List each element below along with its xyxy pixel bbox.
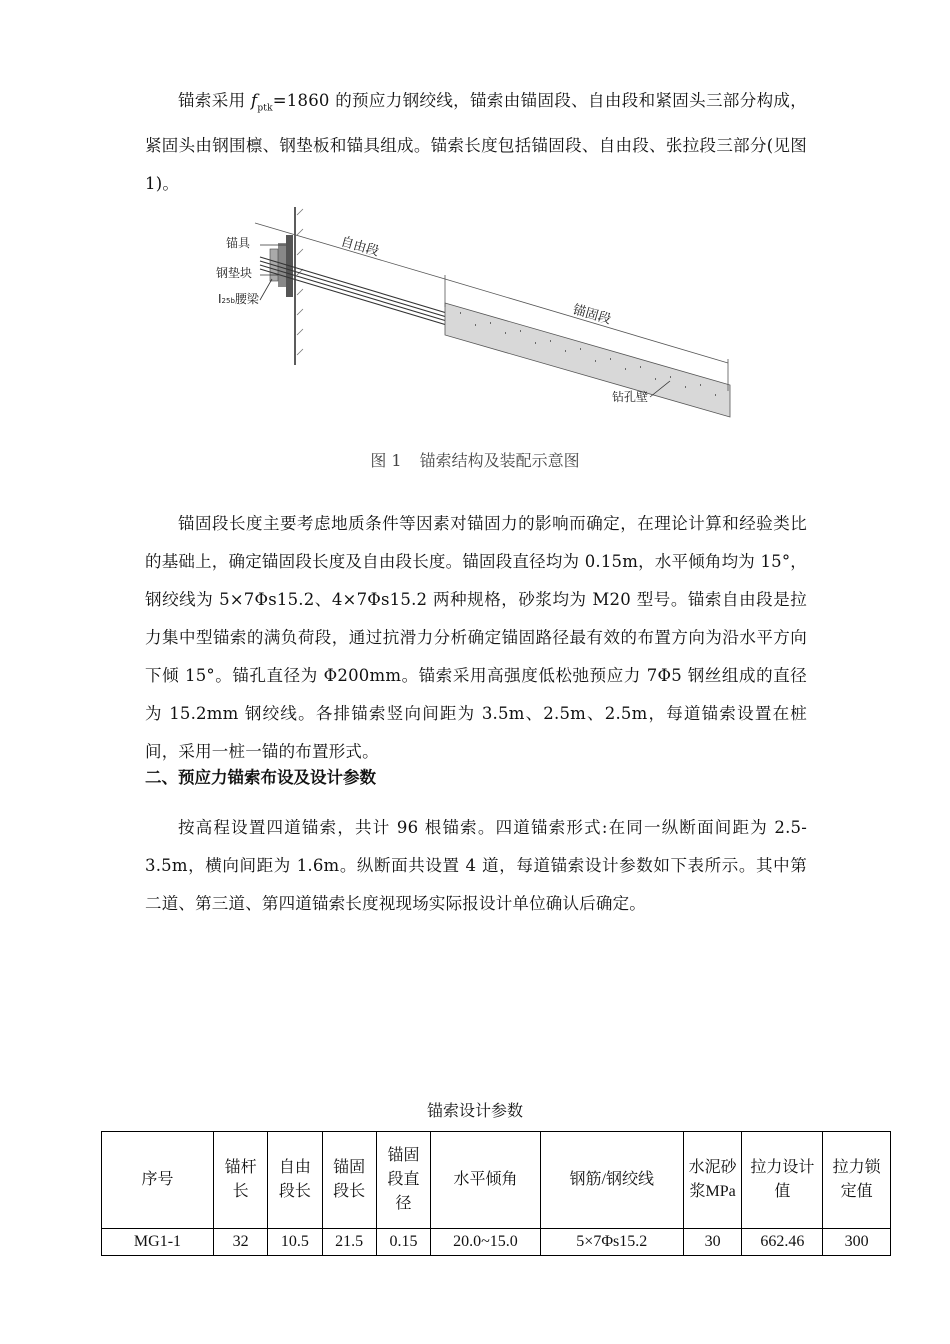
col-header: 水泥砂浆MPa — [683, 1132, 742, 1229]
col-header: 拉力设计值 — [742, 1132, 823, 1229]
section-heading: 二、预应力锚索布设及设计参数 — [145, 768, 376, 787]
table-cell: 300 — [823, 1229, 891, 1256]
f-symbol: f — [251, 91, 258, 110]
col-header: 拉力锁定值 — [823, 1132, 891, 1229]
table-cell: MG1-1 — [102, 1229, 214, 1256]
table-cell: 662.46 — [742, 1229, 823, 1256]
table-cell: 21.5 — [322, 1229, 376, 1256]
table-cell: 32 — [213, 1229, 267, 1256]
anchor-diagram — [200, 195, 760, 435]
label-borehole: 钻孔壁 — [612, 390, 649, 404]
table-header-row — [102, 1132, 891, 1229]
layout-paragraph: 按高程设置四道锚索，共计 96 根锚索。四道锚索形式:在同一纵断面间距为 2.5-3.5m，横向间距为 1.6m。纵断面共设置 4 道，每道锚索设计参数如下表所示。其中第二道、第三道、第四道锚索长度视现场实际报设计单位确认后确定。 — [145, 818, 807, 913]
col-header: 钢筋/钢绞线 — [540, 1132, 683, 1229]
col-header: 锚杆长 — [213, 1132, 267, 1229]
label-fixed-segment: 锚固段 — [570, 302, 613, 328]
col-header: 锚固段长 — [322, 1132, 376, 1229]
table-cell: 30 — [683, 1229, 742, 1256]
table-cell: 10.5 — [268, 1229, 322, 1256]
label-waler: I25b腰梁 — [218, 292, 259, 306]
col-header: 序号 — [102, 1132, 214, 1229]
label-free-segment: 自由段 — [338, 234, 381, 260]
table-cell: 20.0~15.0 — [431, 1229, 541, 1256]
table-row — [102, 1229, 891, 1256]
table-title: 锚索设计参数 — [426, 1101, 523, 1120]
intro-paragraph: 锚索采用 $f_{ptk}=1860$ 的预应力钢绞线，锚索由锚固段、自由段和紧固头三部分构成，紧固头由钢围檩、钢垫板和锚具组成。锚索长度包括锚固段、自由段、张拉段三部分(见图 1)。 — [145, 91, 807, 194]
table-cell: 5×7Φs15.2 — [540, 1229, 683, 1256]
ptk-subscript: ptk — [257, 103, 273, 114]
design-paragraph: 锚固段长度主要考虑地质条件等因素对锚固力的影响而确定，在理论计算和经验类比的基础上，确定锚固段长度及自由段长度。锚固段直径均为 0.15m，水平倾角均为 15°，钢绞线为 5×7Φs15.2、4×7Φs15.2 两种规格，砂浆均为 M20 型号。锚索自由段是拉力集中型锚索的满负荷段，通过抗滑力分析确定锚固路径最有效的布置方向为沿水平方向下倾 15°。锚孔直径为 Φ200mm。锚索采用高强度低松弛预应力 7Φ5 钢丝组成的直径为 15.2mm 钢绞线。各排锚索竖向间距为 3.5m、2.5m、2.5m，每道锚索设置在桩间，采用一桩一锚的布置形式。 — [145, 514, 807, 761]
col-header: 自由段长 — [268, 1132, 322, 1229]
figure-caption: 图 1 锚索结构及装配示意图 — [370, 451, 580, 470]
leader-line — [260, 279, 272, 300]
col-header: 锚固段直径 — [376, 1132, 430, 1229]
design-parameter-table — [101, 1131, 891, 1256]
table-cell: 0.15 — [376, 1229, 430, 1256]
label-steel-plate: 钢垫块 — [216, 266, 253, 280]
col-header: 水平倾角 — [431, 1132, 541, 1229]
label-anchor: 锚具 — [226, 236, 251, 250]
